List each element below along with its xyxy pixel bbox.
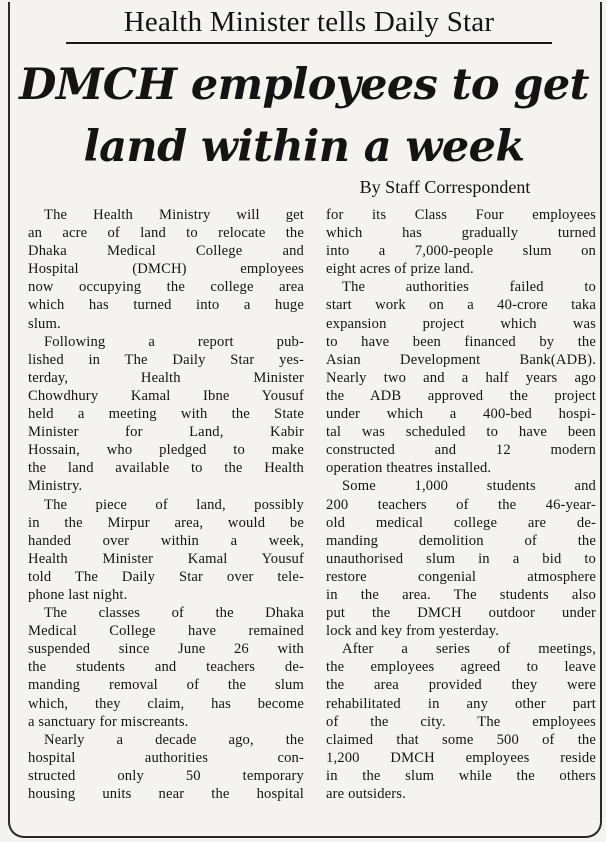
article-text-line: start work on a 40-crore taka: [326, 297, 596, 314]
article-text-line: which has turned into a huge: [28, 297, 304, 314]
article-text-line: in the slum while the others: [326, 767, 596, 784]
article-column-right: [326, 206, 596, 803]
article-text-line: restore congenial atmosphere: [326, 568, 596, 585]
article-text-line: Chowdhury Kamal Ibne Yousuf: [28, 387, 304, 404]
article-text-line: of the city. The employees: [326, 713, 596, 730]
article-text-line: suspended since June 26 with: [28, 641, 304, 658]
article-text-line: The classes of the Dhaka: [44, 605, 304, 622]
article-text-line: phone last night.: [28, 586, 128, 603]
article-text-line: Nearly a decade ago, the: [44, 731, 304, 748]
article-text-line: Some 1,000 students and: [342, 478, 596, 495]
article-text-line: slum.: [28, 315, 61, 332]
article-text-line: the students and teachers de-: [28, 659, 304, 676]
article-text-line: eight acres of prize land.: [326, 261, 474, 278]
article-text-line: 200 teachers of the 46-year-: [326, 496, 596, 513]
article-text-line: constructed and 12 modern: [326, 442, 596, 459]
article-text-line: put the DMCH outdoor under: [326, 605, 596, 622]
article-text-line: which has gradually turned: [326, 225, 596, 242]
byline-block: [0, 176, 560, 198]
article-text-line: for its Class Four employees: [326, 207, 596, 223]
article-text-line: claimed that some 500 of the: [326, 731, 596, 748]
article-text-line: the ADB approved the project: [326, 387, 596, 404]
article-text-line: the land available to the Health: [28, 460, 304, 477]
article-text-line: expansion project which was: [326, 315, 596, 332]
article-text-line: into a 7,000-people slum on: [326, 243, 596, 260]
article-text-line: are outsiders.: [326, 786, 406, 802]
article-text-line: Medical College have remained: [28, 623, 304, 640]
article-text-line: Hospital (DMCH) employees: [28, 261, 304, 278]
article-text-line: tal was scheduled to have been: [326, 424, 596, 441]
byline: By Staff Correspondent: [359, 177, 531, 197]
kicker-headline: Health Minister tells Daily Star: [66, 2, 552, 44]
headline-line-1: DMCH employees to get: [19, 60, 589, 110]
article-text-line: lished in The Daily Star yes-: [28, 351, 304, 368]
article-text-line: now occupying the college area: [28, 279, 304, 296]
article-text-line: housing units near the hospital: [28, 786, 304, 802]
article-text-line: structed only 50 temporary: [28, 767, 304, 784]
article-text-line: Ministry.: [28, 478, 83, 495]
article-text-line: Dhaka Medical College and: [28, 243, 304, 260]
article-text-line: old medical college are de-: [326, 514, 596, 531]
article-text-line: Following a report pub-: [44, 333, 304, 350]
article-text-line: which, they claim, has become: [28, 695, 304, 712]
article-column-left: [28, 206, 304, 803]
article-text-line: manding demolition of the: [326, 532, 596, 549]
article-text-line: the employees agreed to leave: [326, 659, 596, 676]
article-text-line: in the area. The students also: [326, 586, 596, 603]
article-text-line: lock and key from yesterday.: [326, 623, 500, 640]
article-text-line: Asian Development Bank(ADB).: [326, 351, 596, 368]
article-text-line: unauthorised slum in a bid to: [326, 550, 596, 567]
main-headline: [14, 54, 594, 178]
headline-line-2: land within a week: [83, 122, 525, 172]
article-text-line: 1,200 DMCH employees reside: [326, 749, 596, 766]
article-text-line: Minister for Land, Kabir: [28, 424, 304, 441]
article-text-line: the area provided they were: [326, 677, 596, 694]
article-text-line: an acre of land to relocate the: [28, 225, 304, 242]
article-text-line: Hossain, who pledged to make: [28, 442, 304, 459]
article-text-line: Health Minister Kamal Yousuf: [28, 550, 304, 567]
article-text-line: terday, Health Minister: [28, 369, 304, 386]
article-text-line: to have been financed by the: [326, 333, 596, 350]
article-text-line: a sanctuary for miscreants.: [28, 713, 189, 730]
article-text-line: Nearly two and a half years ago: [326, 369, 596, 386]
article-text-line: The authorities failed to: [342, 279, 596, 296]
article-text-line: told The Daily Star over tele-: [28, 568, 304, 585]
article-text-line: manding removal of the slum: [28, 677, 304, 694]
article-text-line: under which a 400-bed hospi-: [326, 406, 596, 423]
article-text-line: held a meeting with the State: [28, 406, 304, 423]
article-text-line: After a series of meetings,: [342, 641, 596, 658]
article-text-line: operation theatres installed.: [326, 460, 492, 477]
article-text-line: rehabilitated in any other part: [326, 695, 596, 712]
article-text-line: The piece of land, possibly: [44, 496, 304, 513]
article-text-line: handed over within a week,: [28, 532, 304, 549]
article-text-line: in the Mirpur area, would be: [28, 514, 304, 531]
article-text-line: The Health Ministry will get: [44, 207, 304, 223]
article-text-line: hospital authorities con-: [28, 749, 304, 766]
